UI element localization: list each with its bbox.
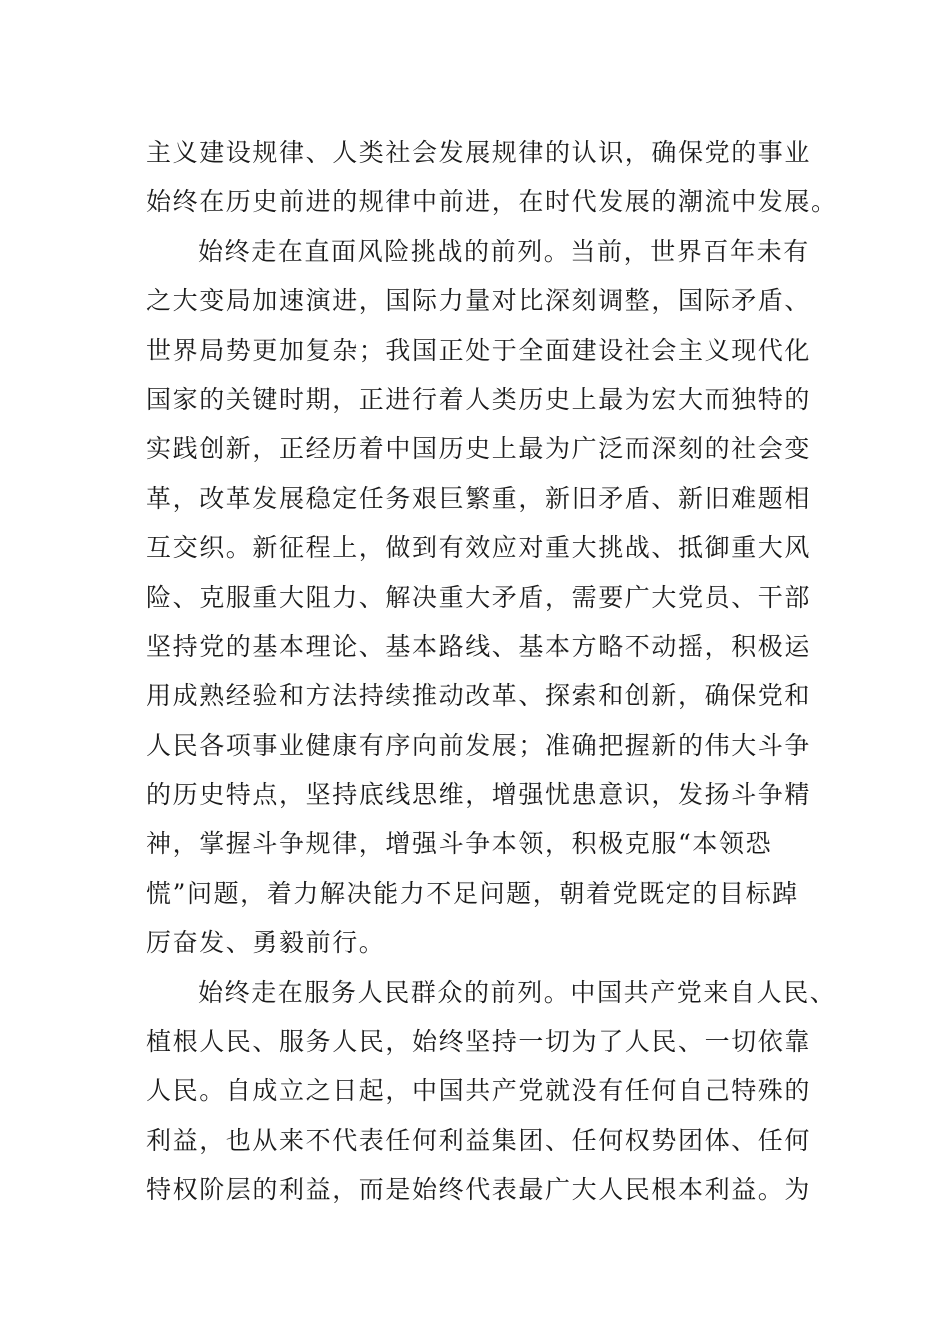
text-line: 人民。自成立之日起，中国共产党就没有任何自己特殊的: [146, 1076, 812, 1106]
text-line: 用成熟经验和方法持续推动改革、探索和创新，确保党和: [146, 681, 812, 711]
text-line: 神，掌握斗争规律，增强斗争本领，积极克服“本领恐: [146, 829, 773, 859]
text-line: 实践创新，正经历着中国历史上最为广泛而深刻的社会变: [146, 434, 812, 464]
text-line: 世界局势更加复杂；我国正处于全面建设社会主义现代化: [146, 335, 812, 365]
text-line: 特权阶层的利益，而是始终代表最广大人民根本利益。为: [146, 1175, 812, 1205]
text-line: 慌”问题，着力解决能力不足问题，朝着党既定的目标踔: [146, 878, 799, 908]
text-line: 始终在历史前进的规律中前进，在时代发展的潮流中发展。: [146, 187, 838, 217]
text-line: 的历史特点，坚持底线思维，增强忧患意识，发扬斗争精: [146, 780, 812, 810]
body-text: [146, 128, 838, 1215]
text-line: 国家的关键时期，正进行着人类历史上最为宏大而独特的: [146, 384, 812, 414]
text-line: 互交织。新征程上，做到有效应对重大挑战、抵御重大风: [146, 533, 812, 563]
text-line: 厉奋发、勇毅前行。: [146, 928, 386, 958]
text-line: 革，改革发展稳定任务艰巨繁重，新旧矛盾、新旧难题相: [146, 483, 812, 513]
paragraph-start-line: 始终走在服务人民群众的前列。中国共产党来自人民、: [198, 977, 837, 1007]
text-line: 险、克服重大阻力、解决重大矛盾，需要广大党员、干部: [146, 582, 812, 612]
text-line: 之大变局加速演进，国际力量对比深刻调整，国际矛盾、: [146, 286, 812, 316]
text-line: 人民各项事业健康有序向前发展；准确把握新的伟大斗争: [146, 730, 812, 760]
text-line: 利益，也从来不代表任何利益集团、任何权势团体、任何: [146, 1125, 812, 1155]
paragraph-start-line: 始终走在直面风险挑战的前列。当前，世界百年未有: [198, 236, 810, 266]
text-line: 主义建设规律、人类社会发展规律的认识，确保党的事业: [146, 138, 812, 167]
text-line: 坚持党的基本理论、基本路线、基本方略不动摇，积极运: [146, 631, 812, 661]
text-line: 植根人民、服务人民，始终坚持一切为了人民、一切依靠: [146, 1027, 812, 1057]
